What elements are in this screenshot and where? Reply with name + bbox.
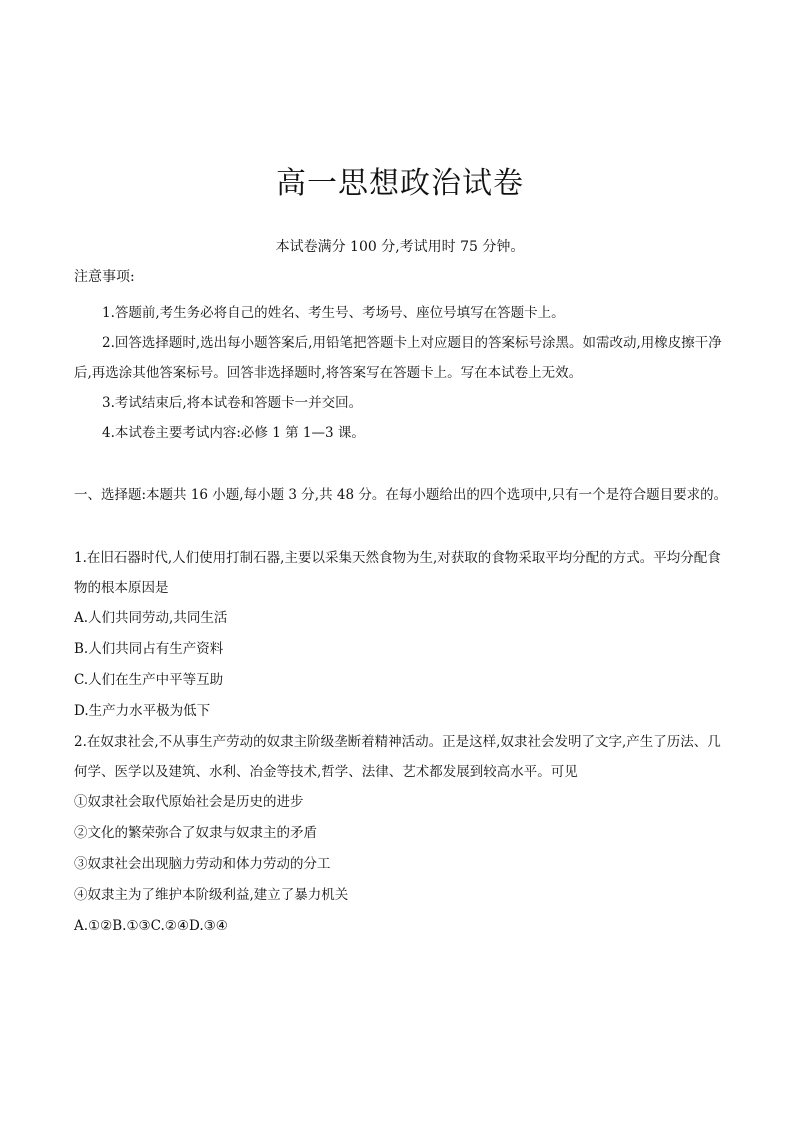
- question-list: [74, 543, 734, 942]
- question-option: A.①②B.①③C.②④D.③④: [74, 918, 228, 934]
- exam-info: 本试卷满分 100 分,考试用时 75 分钟。: [275, 239, 525, 255]
- notice-item: 1.答题前,考生务必将自己的姓名、考生号、考场号、座位号填写在答题卡上。: [102, 305, 565, 321]
- question-1: [74, 543, 734, 727]
- question-option: ②文化的繁荣弥合了奴隶与奴隶主的矛盾: [74, 825, 317, 841]
- page-title: 高一思想政治试卷: [276, 166, 524, 201]
- notice-item: 4.本试卷主要考试内容:必修 1 第 1—3 课。: [102, 425, 365, 441]
- question-option: D.生产力水平极为低下: [74, 703, 211, 719]
- question-stem: 1.在旧石器时代,人们使用打制石器,主要以采集天然食物为生,对获取的食物采取平均分配的方式。平均分配食物的根本原因是: [74, 550, 721, 596]
- question-option: B.人们共同占有生产资料: [74, 641, 224, 657]
- notice-item: 2.回答选择题时,选出每小题答案后,用铅笔把答题卡上对应题目的答案标号涂黑。如需改动,用橡皮擦干净后,再选涂其他答案标号。回答非选择题时,将答案写在答题卡上。写在本试卷上无效。: [74, 335, 722, 381]
- question-option: ④奴隶主为了维护本阶级利益,建立了暴力机关: [74, 887, 349, 903]
- question-stem: 2.在奴隶社会,不从事生产劳动的奴隶主阶级垄断着精神活动。正是这样,奴隶社会发明了文字,产生了历法、几何学、医学以及建筑、水利、冶金等技术,哲学、法律、艺术都发展到较高水平。可见: [74, 734, 721, 780]
- notice-heading: 注意事项:: [74, 269, 135, 285]
- notice-list: [74, 298, 734, 448]
- question-2: [74, 727, 734, 942]
- question-option: C.人们在生产中平等互助: [74, 672, 224, 688]
- question-option: ③奴隶社会出现脑力劳动和体力劳动的分工: [74, 856, 331, 872]
- question-option: A.人们共同劳动,共同生活: [74, 610, 228, 626]
- section-heading: 一、选择题:本题共 16 小题,每小题 3 分,共 48 分。在每小题给出的四个选项中,只有一个是符合题目要求的。: [74, 487, 728, 503]
- question-option: ①奴隶社会取代原始社会是历史的进步: [74, 794, 304, 810]
- notice-item: 3.考试结束后,将本试卷和答题卡一并交回。: [102, 395, 363, 411]
